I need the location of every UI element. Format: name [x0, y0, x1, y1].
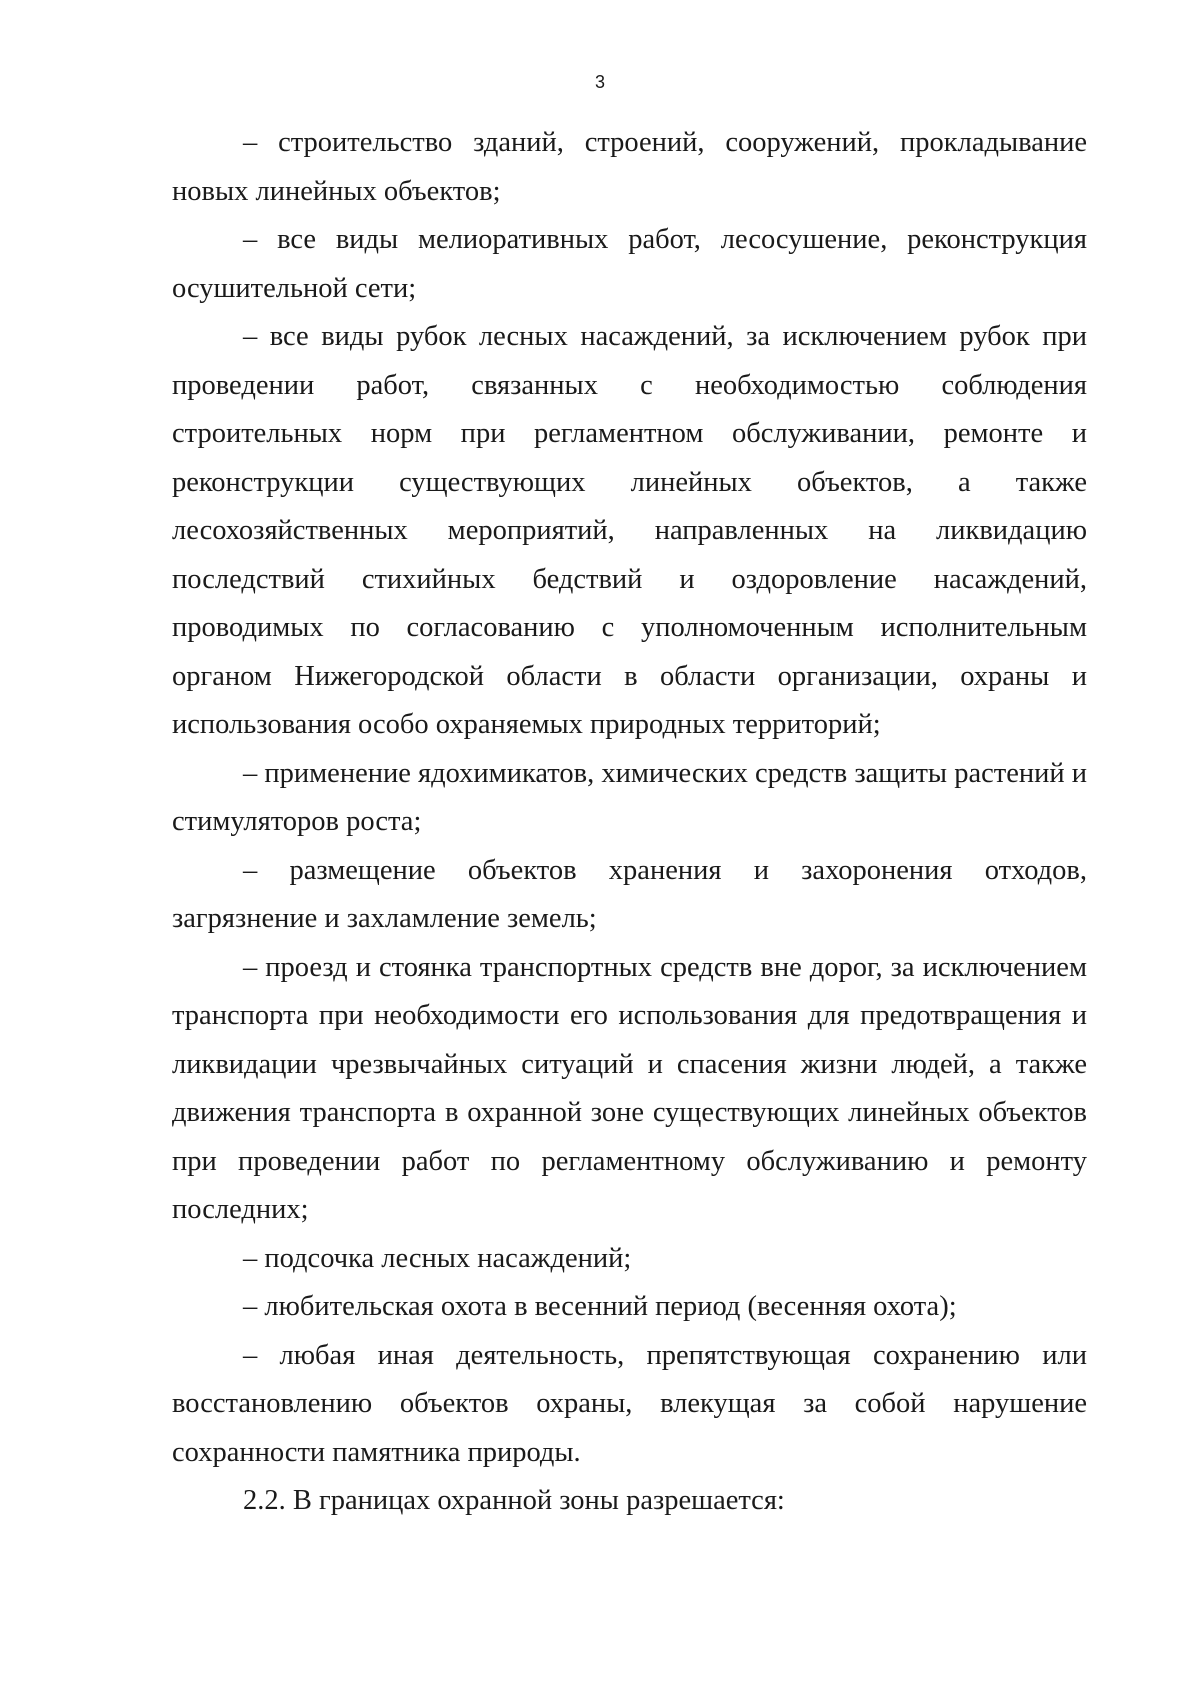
- prohibition-item-logging: – все виды рубок лесных насаждений, за исключением рубок при проведении работ, связанных с необходимостью соблюдения строительных норм при регламентном обслуживании, ремонте и реконструкции существующих линейных объектов, а также лесохозяйственных мероприятий, направленных на ликвидацию последствий стихийных бедствий и оздоровление насаждений, проводимых по согласованию с уполномоченным исполнительным органом Нижегородской области в области организации, охраны и использования особо охраняемых природных территорий;: [172, 321, 1087, 740]
- prohibition-item-melioration: – все виды мелиоративных работ, лесосушение, реконструкция осушительной сети;: [172, 224, 1087, 304]
- prohibition-item-hunting: – любительская охота в весенний период (весенняя охота);: [243, 1291, 957, 1322]
- prohibition-item-tapping: – подсочка лесных насаждений;: [243, 1242, 632, 1274]
- prohibition-item-vehicles: – проезд и стоянка транспортных средств вне дорог, за исключением транспорта при необходимости его использования для предотвращения и ликвидации чрезвычайных ситуаций и спасения жизни людей, а также движения транспорта в охранной зоне существующих линейных объектов при проведении работ по регламентному обслуживанию и ремонту последних;: [172, 951, 1087, 1225]
- prohibition-item-other: – любая иная деятельность, препятствующая сохранению или восстановлению объектов охраны, влекущая за собой нарушение сохранности памятника природы.: [172, 1339, 1087, 1468]
- prohibition-item-construction: – строительство зданий, строений, сооружений, прокладывание новых линейных объектов;: [172, 127, 1087, 207]
- page-number: 3: [594, 72, 605, 92]
- prohibition-item-chemicals: – применение ядохимикатов, химических средств защиты растений и стимуляторов роста;: [172, 757, 1087, 837]
- section-heading-2-2: 2.2. В границах охранной зоны разрешается:: [243, 1485, 785, 1516]
- document-body: [172, 119, 1087, 1526]
- prohibition-item-waste: – размещение объектов хранения и захоронения отходов, загрязнение и захламление земель;: [172, 854, 1087, 934]
